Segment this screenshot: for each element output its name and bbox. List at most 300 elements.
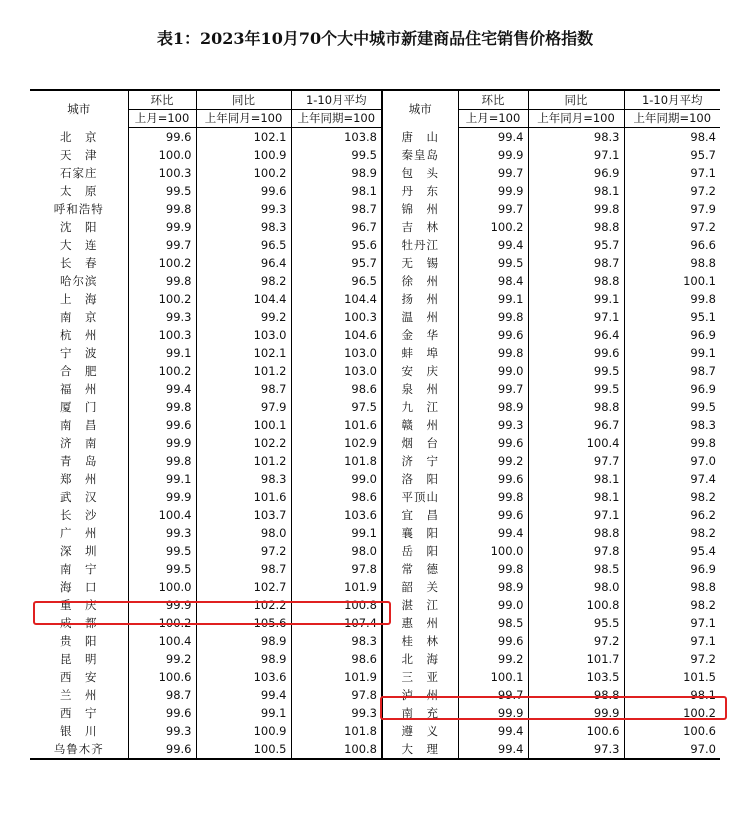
cell-mom-left: 99.6 [128, 704, 196, 722]
cell-mom-right: 99.9 [458, 146, 528, 164]
table-row [30, 524, 720, 542]
header-mom-base-right: 上月=100 [458, 110, 528, 128]
cell-mom-right: 99.7 [458, 200, 528, 218]
cell-city-right: 丹 东 [382, 182, 458, 200]
cell-city-right: 包 头 [382, 164, 458, 182]
cell-avg-left: 104.4 [291, 290, 382, 308]
cell-city-right: 牡丹江 [382, 236, 458, 254]
cell-yoy-left: 98.3 [196, 470, 291, 488]
table-row [30, 398, 720, 416]
cell-mom-left: 99.3 [128, 524, 196, 542]
cell-yoy-right: 98.1 [528, 488, 624, 506]
cell-mom-right: 99.4 [458, 236, 528, 254]
cell-city-right: 扬 州 [382, 290, 458, 308]
cell-yoy-right: 95.5 [528, 614, 624, 632]
cell-mom-left: 99.5 [128, 542, 196, 560]
cell-yoy-left: 105.6 [196, 614, 291, 632]
cell-yoy-left: 102.2 [196, 596, 291, 614]
cell-mom-right: 99.5 [458, 254, 528, 272]
cell-mom-left: 100.3 [128, 164, 196, 182]
cell-yoy-right: 97.8 [528, 542, 624, 560]
cell-city-left: 海 口 [60, 580, 98, 594]
cell-yoy-left: 100.5 [196, 740, 291, 759]
cell-city-left: 上 海 [60, 292, 98, 306]
cell-avg-left: 96.7 [291, 218, 382, 236]
cell-mom-left: 99.6 [128, 740, 196, 759]
cell-avg-right: 97.1 [624, 614, 720, 632]
table-row [30, 470, 720, 488]
cell-yoy-left: 98.0 [196, 524, 291, 542]
cell-city-right: 唐 山 [382, 128, 458, 147]
header-mom-left: 环比 [128, 90, 196, 110]
table-row [30, 362, 720, 380]
cell-mom-right: 99.7 [458, 686, 528, 704]
cell-avg-left: 101.8 [291, 722, 382, 740]
cell-yoy-right: 98.1 [528, 470, 624, 488]
cell-avg-right: 96.2 [624, 506, 720, 524]
cell-city-right: 三 亚 [382, 668, 458, 686]
cell-city-left: 成 都 [60, 616, 98, 630]
cell-yoy-right: 101.7 [528, 650, 624, 668]
cell-yoy-right: 98.5 [528, 560, 624, 578]
cell-city-left: 南 昌 [60, 418, 98, 432]
table-row [30, 200, 720, 218]
cell-avg-left: 96.5 [291, 272, 382, 290]
cell-avg-left: 97.8 [291, 686, 382, 704]
cell-avg-left: 98.0 [291, 542, 382, 560]
cell-mom-left: 99.9 [128, 596, 196, 614]
cell-avg-left: 107.4 [291, 614, 382, 632]
header-yoy-left: 同比 [196, 90, 291, 110]
cell-yoy-left: 103.0 [196, 326, 291, 344]
cell-avg-right: 98.2 [624, 596, 720, 614]
cell-avg-right: 98.3 [624, 416, 720, 434]
cell-avg-left: 103.8 [291, 128, 382, 147]
cell-city-right: 洛 阳 [382, 470, 458, 488]
cell-city-right: 平顶山 [382, 488, 458, 506]
cell-yoy-left: 101.2 [196, 452, 291, 470]
cell-mom-left: 99.5 [128, 182, 196, 200]
cell-mom-left: 99.3 [128, 308, 196, 326]
cell-avg-right: 98.7 [624, 362, 720, 380]
cell-avg-right: 97.9 [624, 200, 720, 218]
cell-avg-right: 98.8 [624, 254, 720, 272]
cell-yoy-left: 97.9 [196, 398, 291, 416]
cell-avg-right: 95.4 [624, 542, 720, 560]
cell-avg-right: 100.2 [624, 704, 720, 722]
cell-yoy-left: 102.2 [196, 434, 291, 452]
cell-yoy-right: 97.2 [528, 632, 624, 650]
cell-city-right: 桂 林 [382, 632, 458, 650]
cell-avg-right: 96.9 [624, 560, 720, 578]
table-row [30, 254, 720, 272]
table-body [30, 128, 720, 760]
header-avg-base-right: 上年同期=100 [624, 110, 720, 128]
cell-avg-left: 101.9 [291, 578, 382, 596]
cell-mom-left: 99.5 [128, 560, 196, 578]
cell-city-right: 大 理 [382, 740, 458, 759]
table-row [30, 272, 720, 290]
cell-city-left: 银 川 [60, 724, 98, 738]
cell-avg-right: 98.2 [624, 524, 720, 542]
cell-avg-right: 97.4 [624, 470, 720, 488]
cell-city-right: 常 德 [382, 560, 458, 578]
header-avg-right: 1-10月平均 [624, 90, 720, 110]
cell-avg-right: 100.1 [624, 272, 720, 290]
cell-mom-left: 99.3 [128, 722, 196, 740]
cell-yoy-left: 103.7 [196, 506, 291, 524]
cell-avg-right: 101.5 [624, 668, 720, 686]
cell-mom-right: 99.8 [458, 560, 528, 578]
cell-avg-right: 98.8 [624, 578, 720, 596]
cell-yoy-left: 104.4 [196, 290, 291, 308]
cell-mom-right: 99.2 [458, 650, 528, 668]
cell-city-right: 安 庆 [382, 362, 458, 380]
cell-avg-left: 100.8 [291, 740, 382, 759]
table-row [30, 686, 720, 704]
cell-yoy-left: 100.9 [196, 146, 291, 164]
cell-city-left: 呼和浩特 [53, 202, 104, 216]
table-row [30, 668, 720, 686]
cell-city-left: 武 汉 [60, 490, 98, 504]
cell-avg-left: 98.7 [291, 200, 382, 218]
header-city-right: 城市 [382, 90, 458, 128]
cell-avg-left: 97.5 [291, 398, 382, 416]
cell-city-left: 杭 州 [60, 328, 98, 342]
cell-mom-left: 100.2 [128, 362, 196, 380]
table-row [30, 416, 720, 434]
cell-city-left: 沈 阳 [60, 220, 98, 234]
cell-yoy-left: 98.2 [196, 272, 291, 290]
cell-city-left: 哈尔滨 [60, 274, 98, 288]
cell-mom-right: 99.4 [458, 740, 528, 759]
cell-mom-left: 100.6 [128, 668, 196, 686]
cell-yoy-left: 102.7 [196, 578, 291, 596]
cell-avg-left: 98.9 [291, 164, 382, 182]
cell-yoy-right: 95.7 [528, 236, 624, 254]
table-row [30, 146, 720, 164]
cell-yoy-right: 98.8 [528, 398, 624, 416]
cell-yoy-left: 99.2 [196, 308, 291, 326]
cell-yoy-left: 98.9 [196, 632, 291, 650]
cell-yoy-left: 101.2 [196, 362, 291, 380]
cell-mom-right: 98.9 [458, 578, 528, 596]
cell-city-right: 韶 关 [382, 578, 458, 596]
cell-mom-left: 100.2 [128, 254, 196, 272]
table-row [30, 308, 720, 326]
cell-city-right: 北 海 [382, 650, 458, 668]
cell-avg-right: 97.1 [624, 164, 720, 182]
cell-yoy-left: 101.6 [196, 488, 291, 506]
cell-city-left: 厦 门 [60, 400, 98, 414]
cell-mom-left: 99.8 [128, 200, 196, 218]
cell-avg-left: 98.1 [291, 182, 382, 200]
cell-avg-left: 101.6 [291, 416, 382, 434]
header-mom-base-left: 上月=100 [128, 110, 196, 128]
cell-mom-right: 99.8 [458, 344, 528, 362]
cell-avg-right: 99.8 [624, 434, 720, 452]
cell-mom-right: 99.4 [458, 128, 528, 147]
header-avg-left: 1-10月平均 [291, 90, 382, 110]
cell-avg-left: 100.8 [291, 596, 382, 614]
cell-avg-right: 98.1 [624, 686, 720, 704]
cell-mom-right: 99.4 [458, 722, 528, 740]
cell-avg-right: 100.6 [624, 722, 720, 740]
table-row [30, 578, 720, 596]
cell-city-left: 石家庄 [60, 166, 98, 180]
header-mom-right: 环比 [458, 90, 528, 110]
cell-yoy-right: 98.8 [528, 524, 624, 542]
cell-yoy-right: 98.3 [528, 128, 624, 147]
cell-city-right: 惠 州 [382, 614, 458, 632]
cell-avg-left: 98.6 [291, 650, 382, 668]
table-row [30, 650, 720, 668]
cell-avg-left: 99.0 [291, 470, 382, 488]
table-row [30, 542, 720, 560]
cell-avg-right: 95.7 [624, 146, 720, 164]
cell-city-right: 南 充 [382, 704, 458, 722]
cell-avg-right: 96.9 [624, 326, 720, 344]
cell-yoy-left: 102.1 [196, 344, 291, 362]
cell-city-right: 泉 州 [382, 380, 458, 398]
table-row [30, 614, 720, 632]
cell-mom-left: 100.0 [128, 578, 196, 596]
cell-avg-left: 95.6 [291, 236, 382, 254]
cell-yoy-right: 100.4 [528, 434, 624, 452]
cell-city-left: 广 州 [60, 526, 98, 540]
table-row [30, 326, 720, 344]
cell-yoy-right: 98.7 [528, 254, 624, 272]
cell-yoy-right: 98.1 [528, 182, 624, 200]
cell-mom-right: 99.2 [458, 452, 528, 470]
cell-yoy-right: 97.1 [528, 506, 624, 524]
cell-mom-left: 100.0 [128, 146, 196, 164]
cell-mom-right: 99.1 [458, 290, 528, 308]
table-row [30, 722, 720, 740]
cell-avg-left: 99.5 [291, 146, 382, 164]
cell-mom-left: 100.2 [128, 290, 196, 308]
header-yoy-right: 同比 [528, 90, 624, 110]
price-index-table [30, 89, 720, 760]
cell-city-left: 福 州 [60, 382, 98, 396]
cell-city-right: 赣 州 [382, 416, 458, 434]
cell-yoy-left: 96.4 [196, 254, 291, 272]
cell-city-left: 昆 明 [60, 652, 98, 666]
cell-city-left: 西 宁 [60, 706, 98, 720]
cell-yoy-right: 97.1 [528, 146, 624, 164]
cell-yoy-right: 98.0 [528, 578, 624, 596]
cell-yoy-left: 98.3 [196, 218, 291, 236]
table-row [30, 164, 720, 182]
cell-city-right: 烟 台 [382, 434, 458, 452]
cell-yoy-left: 100.2 [196, 164, 291, 182]
cell-mom-right: 99.8 [458, 488, 528, 506]
cell-mom-left: 100.2 [128, 614, 196, 632]
table-row [30, 218, 720, 236]
table-row [30, 128, 720, 147]
cell-yoy-right: 99.1 [528, 290, 624, 308]
cell-city-left: 长 沙 [60, 508, 98, 522]
cell-city-left: 北 京 [60, 129, 98, 144]
cell-yoy-left: 98.9 [196, 650, 291, 668]
cell-avg-left: 98.3 [291, 632, 382, 650]
cell-avg-right: 97.2 [624, 650, 720, 668]
cell-avg-left: 99.1 [291, 524, 382, 542]
cell-yoy-left: 99.1 [196, 704, 291, 722]
cell-yoy-right: 96.9 [528, 164, 624, 182]
table-row [30, 290, 720, 308]
cell-mom-left: 99.8 [128, 398, 196, 416]
cell-yoy-left: 99.4 [196, 686, 291, 704]
cell-city-right: 宜 昌 [382, 506, 458, 524]
cell-mom-right: 100.0 [458, 542, 528, 560]
cell-yoy-right: 99.9 [528, 704, 624, 722]
cell-avg-right: 99.5 [624, 398, 720, 416]
cell-mom-left: 99.9 [128, 434, 196, 452]
cell-yoy-right: 99.6 [528, 344, 624, 362]
cell-yoy-left: 100.1 [196, 416, 291, 434]
cell-city-left: 兰 州 [60, 688, 98, 702]
cell-city-left: 济 南 [60, 436, 98, 450]
cell-yoy-left: 98.7 [196, 380, 291, 398]
cell-city-left: 贵 阳 [60, 634, 98, 648]
cell-mom-left: 99.9 [128, 488, 196, 506]
table-row [30, 704, 720, 722]
cell-yoy-left: 99.3 [196, 200, 291, 218]
table-row [30, 344, 720, 362]
table-row [30, 632, 720, 650]
table-row [30, 596, 720, 614]
cell-city-left: 宁 波 [60, 346, 98, 360]
cell-avg-right: 96.6 [624, 236, 720, 254]
cell-mom-left: 98.7 [128, 686, 196, 704]
cell-yoy-right: 99.8 [528, 200, 624, 218]
cell-city-right: 无 锡 [382, 254, 458, 272]
cell-avg-left: 98.6 [291, 488, 382, 506]
cell-city-left: 天 津 [60, 148, 98, 162]
cell-city-left: 深 圳 [60, 544, 98, 558]
cell-mom-right: 99.4 [458, 524, 528, 542]
cell-city-right: 襄 阳 [382, 524, 458, 542]
cell-city-right: 吉 林 [382, 218, 458, 236]
cell-yoy-right: 100.6 [528, 722, 624, 740]
cell-city-right: 徐 州 [382, 272, 458, 290]
cell-mom-left: 100.3 [128, 326, 196, 344]
cell-mom-right: 99.9 [458, 182, 528, 200]
cell-city-left: 西 安 [60, 670, 98, 684]
header-avg-base-left: 上年同期=100 [291, 110, 382, 128]
cell-city-right: 金 华 [382, 326, 458, 344]
cell-avg-right: 96.9 [624, 380, 720, 398]
cell-mom-right: 99.6 [458, 506, 528, 524]
cell-city-right: 九 江 [382, 398, 458, 416]
cell-avg-left: 101.8 [291, 452, 382, 470]
cell-city-left: 长 春 [60, 256, 98, 270]
cell-avg-left: 95.7 [291, 254, 382, 272]
cell-mom-left: 99.8 [128, 272, 196, 290]
cell-avg-right: 97.2 [624, 182, 720, 200]
cell-mom-right: 100.1 [458, 668, 528, 686]
cell-city-right: 秦皇岛 [382, 146, 458, 164]
cell-mom-left: 99.8 [128, 452, 196, 470]
cell-yoy-left: 97.2 [196, 542, 291, 560]
cell-avg-left: 103.0 [291, 344, 382, 362]
cell-avg-right: 97.1 [624, 632, 720, 650]
cell-mom-right: 100.2 [458, 218, 528, 236]
cell-mom-left: 99.6 [128, 128, 196, 147]
cell-city-right: 湛 江 [382, 596, 458, 614]
cell-mom-left: 99.9 [128, 218, 196, 236]
cell-yoy-left: 96.5 [196, 236, 291, 254]
cell-avg-right: 99.1 [624, 344, 720, 362]
cell-mom-left: 99.1 [128, 344, 196, 362]
cell-city-right: 遵 义 [382, 722, 458, 740]
table-title: 表1：2023年10月70个大中城市新建商品住宅销售价格指数 [156, 29, 594, 48]
cell-city-left: 郑 州 [60, 472, 98, 486]
cell-avg-left: 98.6 [291, 380, 382, 398]
cell-city-right: 岳 阳 [382, 542, 458, 560]
cell-mom-right: 99.6 [458, 632, 528, 650]
cell-yoy-right: 100.8 [528, 596, 624, 614]
cell-city-left: 重 庆 [60, 598, 98, 612]
cell-mom-right: 99.3 [458, 416, 528, 434]
cell-mom-left: 99.7 [128, 236, 196, 254]
cell-yoy-right: 98.8 [528, 218, 624, 236]
cell-yoy-right: 97.1 [528, 308, 624, 326]
table-row [30, 380, 720, 398]
table-row [30, 506, 720, 524]
cell-yoy-right: 98.8 [528, 686, 624, 704]
cell-avg-right: 98.2 [624, 488, 720, 506]
cell-yoy-left: 99.6 [196, 182, 291, 200]
cell-avg-right: 97.0 [624, 452, 720, 470]
cell-city-left: 太 原 [60, 184, 98, 198]
cell-mom-right: 98.5 [458, 614, 528, 632]
cell-avg-right: 95.1 [624, 308, 720, 326]
cell-yoy-left: 98.7 [196, 560, 291, 578]
cell-city-right: 济 宁 [382, 452, 458, 470]
cell-avg-left: 97.8 [291, 560, 382, 578]
cell-city-right: 锦 州 [382, 200, 458, 218]
cell-city-left: 大 连 [60, 238, 98, 252]
cell-city-right: 泸 州 [382, 686, 458, 704]
cell-yoy-right: 103.5 [528, 668, 624, 686]
cell-mom-right: 99.6 [458, 434, 528, 452]
cell-mom-right: 99.6 [458, 470, 528, 488]
cell-avg-left: 104.6 [291, 326, 382, 344]
cell-mom-left: 99.1 [128, 470, 196, 488]
cell-avg-right: 98.4 [624, 128, 720, 147]
table-row [30, 560, 720, 578]
cell-yoy-left: 100.9 [196, 722, 291, 740]
table-row [30, 452, 720, 470]
cell-avg-right: 99.8 [624, 290, 720, 308]
cell-city-right: 温 州 [382, 308, 458, 326]
cell-mom-right: 99.8 [458, 308, 528, 326]
cell-mom-left: 99.2 [128, 650, 196, 668]
cell-yoy-right: 96.7 [528, 416, 624, 434]
cell-yoy-right: 97.7 [528, 452, 624, 470]
cell-yoy-right: 96.4 [528, 326, 624, 344]
cell-avg-right: 97.0 [624, 740, 720, 759]
cell-avg-left: 102.9 [291, 434, 382, 452]
table-row [30, 182, 720, 200]
cell-avg-left: 101.9 [291, 668, 382, 686]
cell-avg-left: 99.3 [291, 704, 382, 722]
cell-mom-left: 99.4 [128, 380, 196, 398]
cell-yoy-right: 99.5 [528, 362, 624, 380]
cell-mom-right: 98.9 [458, 398, 528, 416]
